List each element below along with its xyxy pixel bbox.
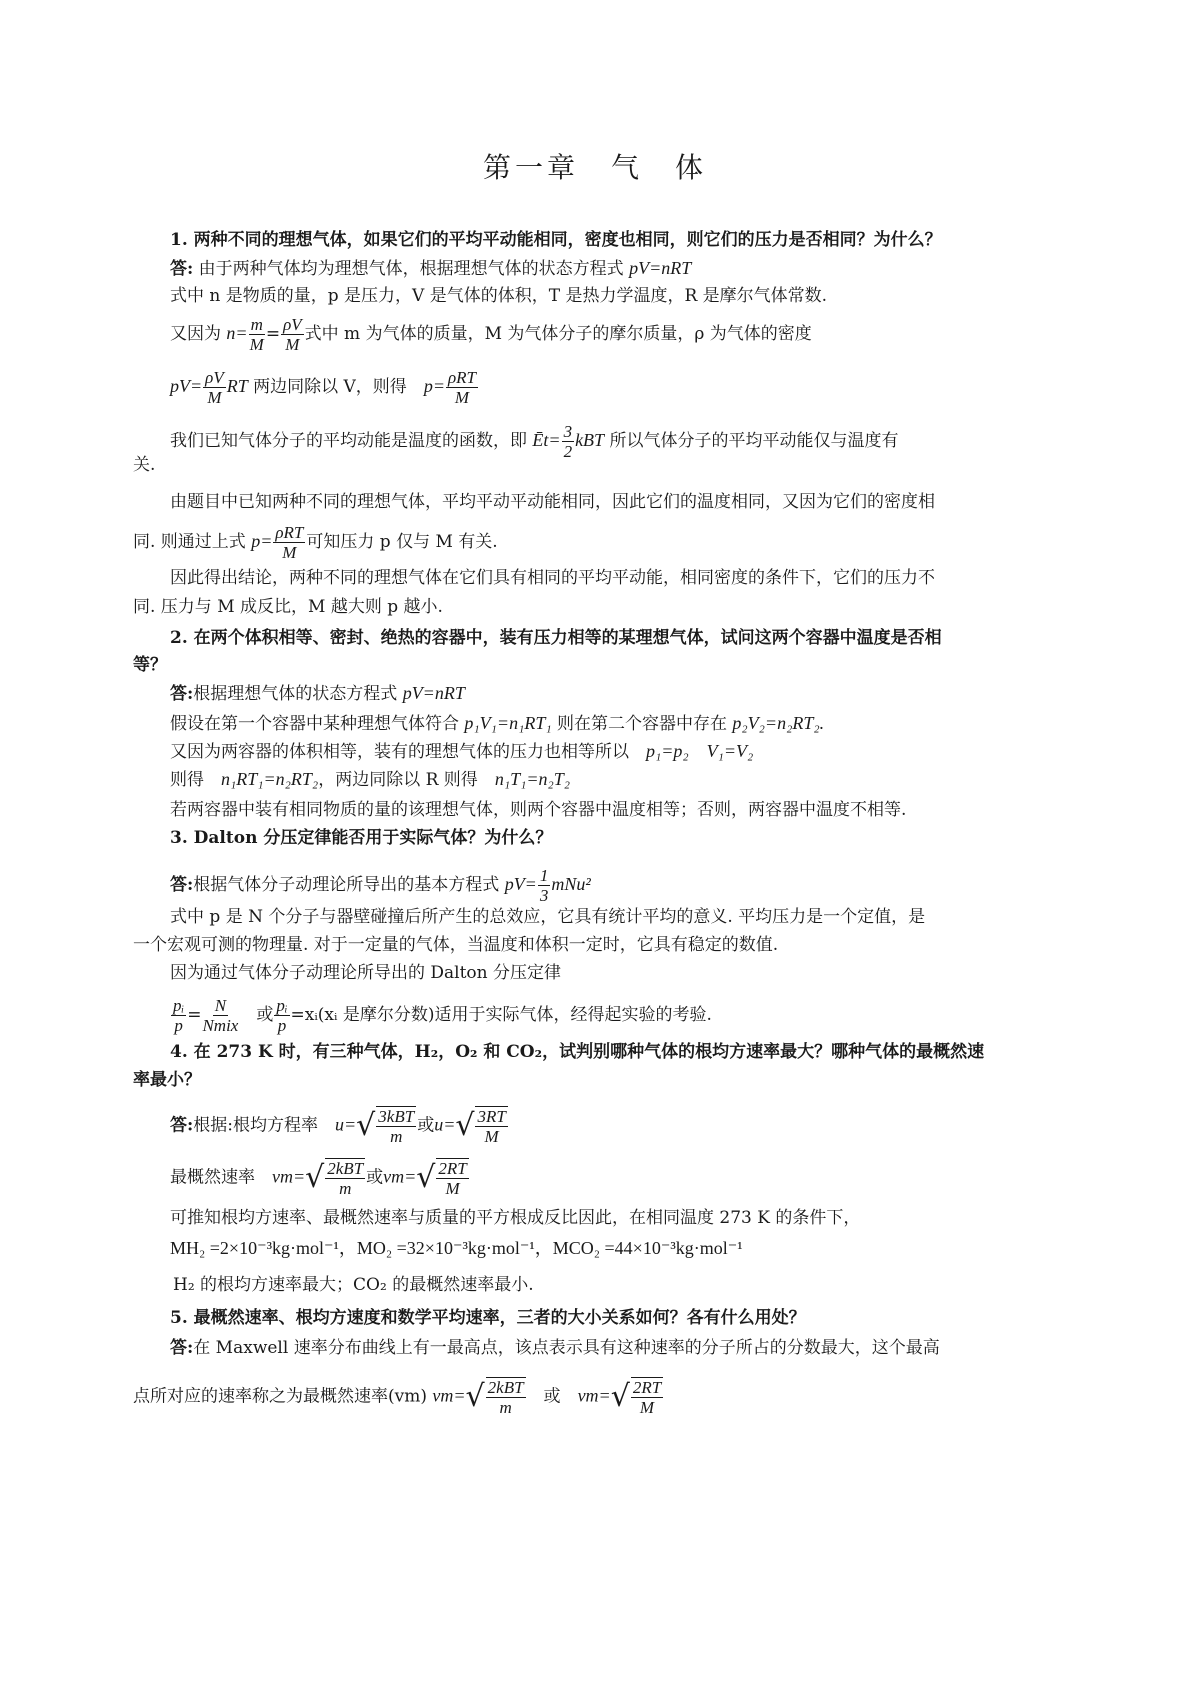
text: 最概然速率 — [170, 1167, 272, 1188]
text: 或 — [239, 1005, 274, 1025]
fraction — [475, 1106, 507, 1146]
formula: Ēt= — [532, 430, 561, 450]
answer-1-line-2: 式中 n 是物质的量，p 是压力，V 是气体的体积，T 是热力学温度，R 是摩尔气体常数. — [170, 286, 828, 306]
answer-5-line-1 — [170, 1337, 940, 1359]
formula: n₁T₁=n₂T₂ — [494, 769, 571, 789]
question-3: 3. Dalton 分压定律能否用于实际气体？为什么？ — [170, 828, 553, 848]
numerator: 2RT — [438, 1159, 467, 1178]
formula: n= — [226, 323, 248, 343]
answer-1-line-1 — [170, 257, 691, 280]
formula: pV= — [504, 874, 537, 894]
answer-1-line-3 — [170, 315, 812, 354]
denominator: m — [499, 1398, 512, 1417]
numerator: ρRT — [275, 523, 304, 542]
numerator: 3RT — [477, 1107, 506, 1126]
fraction — [436, 1158, 468, 1198]
answer-2-line-5: 若两容器中装有相同物质的量的该理想气体，则两个容器中温度相等；否则，两容器中温度不相等. — [170, 800, 907, 820]
radical-sign-icon: √ — [305, 1160, 325, 1195]
denominator: m — [390, 1127, 403, 1146]
fraction — [273, 523, 305, 562]
fraction — [171, 996, 186, 1035]
answer-4-line-4: MH₂ =2×10⁻³kg·mol⁻¹，MO₂ =32×10⁻³kg·mol⁻¹，MCO₂ =44×10⁻³kg·mol⁻¹ — [170, 1238, 743, 1258]
question-1: 1. 两种不同的理想气体，如果它们的平均平动能相同，密度也相同，则它们的压力是否相同？为什么？ — [170, 230, 942, 250]
text: 假设在第一个容器中某种理想气体符合 — [170, 714, 465, 734]
answer-4-line-3: 可推知根均方速率、最概然速率与质量的平方根成反比因此，在相同温度 273 K 的条件下， — [170, 1208, 861, 1228]
numerator: N — [214, 996, 227, 1015]
fraction — [249, 315, 265, 354]
text: 或 — [366, 1167, 384, 1188]
numerator: pᵢ — [276, 996, 288, 1015]
radical-sign-icon: √ — [356, 1108, 376, 1143]
answer-2-line-4 — [170, 768, 570, 791]
question-2-line-2: 等？ — [133, 655, 167, 675]
chapter-title: 第一章 气 体 — [482, 151, 707, 184]
text: 根据理想气体的状态方程式 — [193, 684, 403, 704]
text: 根据:根均方程率 — [193, 1115, 336, 1136]
answer-1-line-7: 由题目中已知两种不同的理想气体，平均平动平动能相同，因此它们的温度相同，又因为它们的密度相 — [170, 492, 935, 512]
fraction — [486, 1377, 526, 1417]
formula: RT — [226, 376, 248, 396]
answer-3-line-1 — [170, 866, 591, 905]
formula: vm= — [272, 1166, 306, 1187]
answer-4-line-1 — [170, 1106, 509, 1146]
answer-1-line-5 — [170, 422, 898, 461]
fraction — [562, 422, 575, 461]
radical-sign-icon: √ — [465, 1379, 485, 1414]
answer-1-line-9: 因此得出结论，两种不同的理想气体在它们具有相同的平均平动能，相同密度的条件下，它们的压力不 — [170, 568, 935, 588]
answer-4-line-2 — [170, 1158, 470, 1198]
fraction — [631, 1377, 663, 1417]
answer-2-line-1 — [170, 682, 465, 705]
answer-5-line-2 — [133, 1377, 664, 1417]
answer-4-line-5: H₂ 的根均方速率最大；CO₂ 的最概然速率最小. — [173, 1275, 534, 1295]
question-4-line-2: 率最小？ — [133, 1070, 201, 1090]
equals: = — [187, 1005, 202, 1025]
fraction — [376, 1106, 416, 1146]
formula: kBT — [575, 430, 605, 450]
denominator: M — [484, 1127, 499, 1146]
denominator: M — [249, 335, 264, 354]
square-root — [356, 1106, 417, 1146]
answer-1-line-8 — [133, 523, 498, 562]
square-root — [416, 1158, 469, 1198]
denominator: M — [207, 388, 222, 407]
formula: vm= — [383, 1166, 417, 1187]
answer-1-line-4 — [170, 368, 479, 407]
denominator: M — [285, 335, 300, 354]
answer-1-line-6: 关. — [133, 455, 156, 475]
fraction — [274, 996, 289, 1035]
denominator: p — [277, 1016, 287, 1035]
text: 点所对应的速率称之为最概然速率(vm) — [133, 1386, 433, 1407]
text: 又因为 — [170, 324, 227, 344]
answer-label: 答: — [170, 875, 194, 895]
denominator: 2 — [563, 442, 573, 461]
text: ，两边同除以 R 则得 — [318, 770, 495, 790]
answer-2-line-2 — [170, 712, 824, 735]
numerator: pᵢ — [173, 996, 185, 1015]
formula: u= — [335, 1114, 357, 1135]
square-root — [466, 1377, 527, 1417]
radical-sign-icon: √ — [416, 1160, 436, 1195]
denominator: p — [174, 1016, 183, 1035]
question-5: 5. 最概然速率、根均方速度和数学平均速率，三者的大小关系如何？各有什么用处？ — [170, 1308, 806, 1328]
formula: mNu² — [551, 874, 591, 894]
answer-label: 答: — [170, 1115, 194, 1136]
denominator: M — [282, 543, 297, 562]
question-4-line-1: 4. 在 273 K 时，有三种气体，H₂，O₂ 和 CO₂，试判别哪种气体的根均方速率最大？哪种气体的最概然速 — [170, 1042, 985, 1062]
text: 在 Maxwell 速率分布曲线上有一最高点，该点表示具有这种速率的分子所占的分数最大，这个最高 — [193, 1338, 940, 1358]
denominator: M — [639, 1398, 655, 1417]
numerator: m — [250, 315, 263, 334]
answer-2-line-3 — [170, 740, 753, 763]
formula: u= — [434, 1114, 456, 1135]
fraction — [446, 368, 478, 407]
numerator: ρV — [283, 315, 302, 334]
numerator: 3kBT — [378, 1107, 415, 1126]
numerator: ρV — [205, 368, 224, 387]
formula: p= — [251, 531, 273, 551]
equals: = — [265, 324, 281, 344]
formula: pV= — [170, 376, 203, 396]
text: 或 — [526, 1386, 578, 1407]
formula: pV=nRT — [629, 258, 692, 278]
text: 又因为两容器的体积相等，装有的理想气体的压力也相等所以 — [170, 742, 646, 762]
text: 则在第二个容器中存在 — [551, 714, 733, 734]
text: 或 — [417, 1115, 435, 1136]
answer-3-line-5 — [170, 996, 712, 1035]
square-root — [455, 1106, 508, 1146]
denominator: M — [454, 388, 470, 407]
answer-1-line-10: 同. 压力与 M 成反比，M 越大则 p 越小. — [133, 597, 443, 617]
square-root — [611, 1377, 664, 1417]
text: 所以气体分子的平均平动能仅与温度有 — [604, 431, 899, 451]
formula: vm= — [577, 1385, 611, 1406]
numerator: 2kBT — [327, 1159, 364, 1178]
text: 两边同除以 V，则得 — [247, 377, 424, 397]
answer-3-line-2: 式中 p 是 N 个分子与器壁碰撞后所产生的总效应，它具有统计平均的意义. 平均压力是一个定值，是 — [170, 907, 926, 927]
numerator: 2RT — [632, 1378, 662, 1397]
formula: p₂V₂=n₂RT₂. — [732, 713, 825, 733]
answer-3-line-4: 因为通过气体分子动理论所导出的 Dalton 分压定律 — [170, 963, 562, 983]
denominator: 3 — [539, 886, 549, 905]
formula: pV=nRT — [402, 683, 465, 703]
formula: vm= — [432, 1385, 466, 1406]
radical-sign-icon: √ — [610, 1379, 630, 1414]
fraction — [203, 368, 226, 407]
fraction — [281, 315, 304, 354]
question-2-line-1: 2. 在两个体积相等、密封、绝热的容器中，装有压力相等的某理想气体，试问这两个容器中温度是否相 — [170, 628, 942, 648]
text: 可知压力 p 仅与 M 有关. — [306, 532, 498, 552]
fraction — [202, 996, 238, 1035]
radical-sign-icon: √ — [455, 1108, 475, 1143]
denominator: M — [445, 1179, 460, 1198]
formula: p= — [423, 376, 445, 396]
text: 由于两种气体均为理想气体，根据理想气体的状态方程式 — [193, 259, 630, 279]
square-root — [305, 1158, 366, 1198]
text: 根据气体分子动理论所导出的基本方程式 — [193, 875, 505, 895]
denominator: m — [339, 1179, 352, 1198]
numerator: ρRT — [447, 368, 476, 387]
formula: p₁V₁=n₁RT₁ — [464, 713, 552, 733]
numerator: 2kBT — [487, 1378, 524, 1397]
formula: n₁RT₁=n₂RT₂ — [221, 769, 319, 789]
text: 则得 — [170, 770, 221, 790]
text: 同. 则通过上式 — [133, 532, 252, 552]
text: =xᵢ(xᵢ 是摩尔分数)适用于实际气体，经得起实验的考验. — [290, 1005, 712, 1025]
numerator: 1 — [539, 866, 549, 885]
fraction — [538, 866, 551, 905]
denominator: Nmix — [202, 1016, 239, 1035]
fraction — [325, 1158, 365, 1198]
text: 我们已知气体分子的平均动能是温度的函数，即 — [170, 431, 533, 451]
answer-3-line-3: 一个宏观可测的物理量. 对于一定量的气体，当温度和体积一定时，它具有稳定的数值. — [133, 935, 779, 955]
text: 式中 m 为气体的质量，M 为气体分子的摩尔质量，ρ 为气体的密度 — [304, 324, 812, 344]
numerator: 3 — [563, 422, 573, 441]
formula: p₁=p₂ V₁=V₂ — [646, 741, 754, 761]
answer-label: 答: — [170, 684, 194, 704]
answer-label: 答: — [170, 1338, 194, 1358]
answer-label: 答: — [170, 259, 194, 279]
